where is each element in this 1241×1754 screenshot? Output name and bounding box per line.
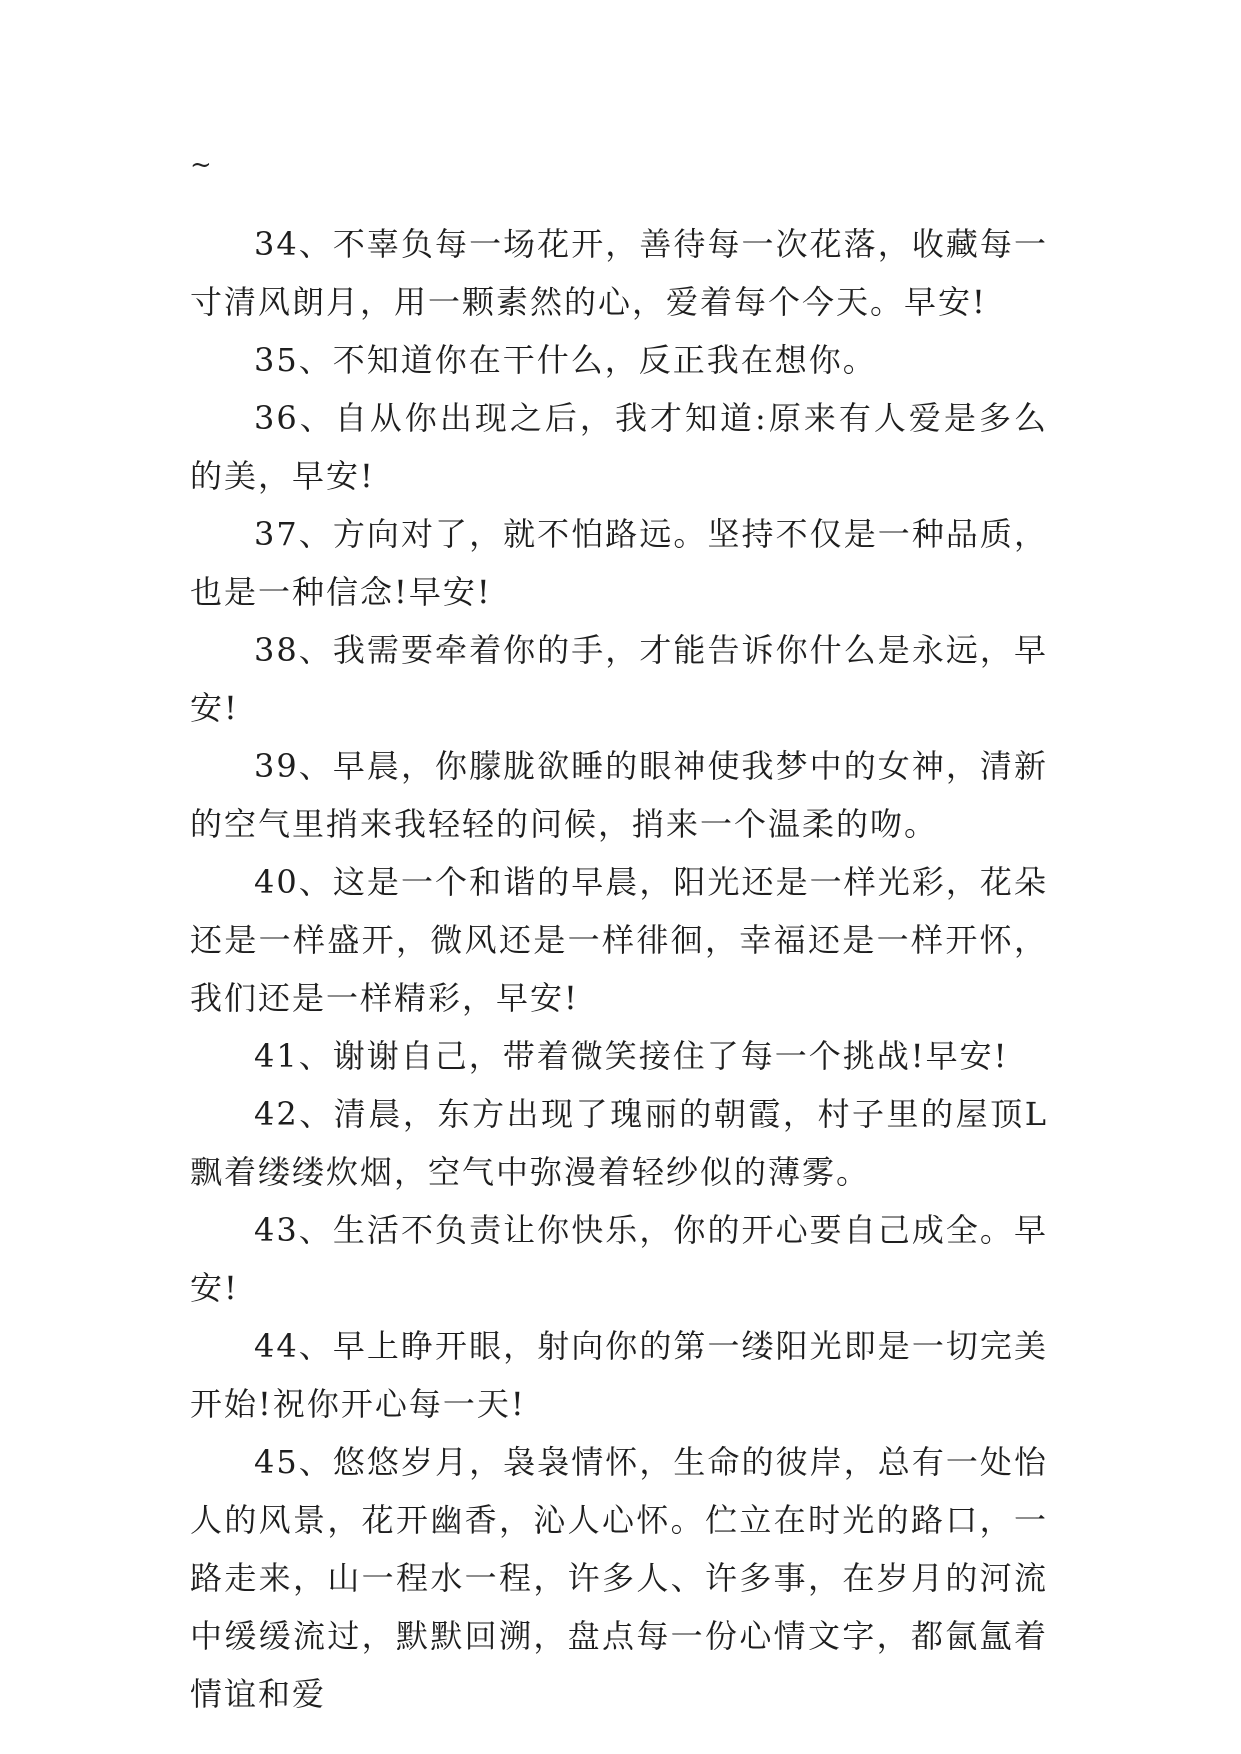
paragraph-34: 34、不辜负每一场花开，善待每一次花落，收藏每一寸清风朗月，用一颗素然的心，爱着每个今天。早安! <box>190 225 1048 321</box>
top-mark: ~ <box>190 150 212 180</box>
paragraph-37: 37、方向对了，就不怕路远。坚持不仅是一种品质，也是一种信念!早安! <box>190 515 1048 611</box>
paragraph-45: 45、悠悠岁月，袅袅情怀，生命的彼岸，总有一处怡人的风景，花开幽香，沁人心怀。伫立在时光的路口，一路走来，山一程水一程，许多人、许多事，在岁月的河流中缓缓流过，默默回溯，盘点每一份心情文字，都氤氲着情谊和爱 <box>190 1443 1048 1713</box>
paragraph-39: 39、早晨，你朦胧欲睡的眼神使我梦中的女神，清新的空气里捎来我轻轻的问候，捎来一个温柔的吻。 <box>190 747 1048 843</box>
paragraph-38: 38、我需要牵着你的手，才能告诉你什么是永远，早安! <box>190 631 1048 727</box>
document-body <box>190 215 1048 1723</box>
paragraph-41: 41、谢谢自己，带着微笑接住了每一个挑战!早安! <box>254 1037 1009 1075</box>
paragraph-36: 36、自从你出现之后，我才知道:原来有人爱是多么的美，早安! <box>190 399 1048 495</box>
paragraph-43: 43、生活不负责让你快乐，你的开心要自己成全。早安! <box>190 1211 1048 1307</box>
paragraph-40: 40、这是一个和谐的早晨，阳光还是一样光彩，花朵还是一样盛开，微风还是一样徘徊，幸福还是一样开怀，我们还是一样精彩，早安! <box>190 863 1048 1017</box>
paragraph-44: 44、早上睁开眼，射向你的第一缕阳光即是一切完美开始!祝你开心每一天! <box>190 1327 1048 1423</box>
paragraph-42: 42、清晨，东方出现了瑰丽的朝霞，村子里的屋顶L飘着缕缕炊烟，空气中弥漫着轻纱似的薄雾。 <box>190 1095 1048 1191</box>
paragraph-35: 35、不知道你在干什么，反正我在想你。 <box>254 341 877 379</box>
